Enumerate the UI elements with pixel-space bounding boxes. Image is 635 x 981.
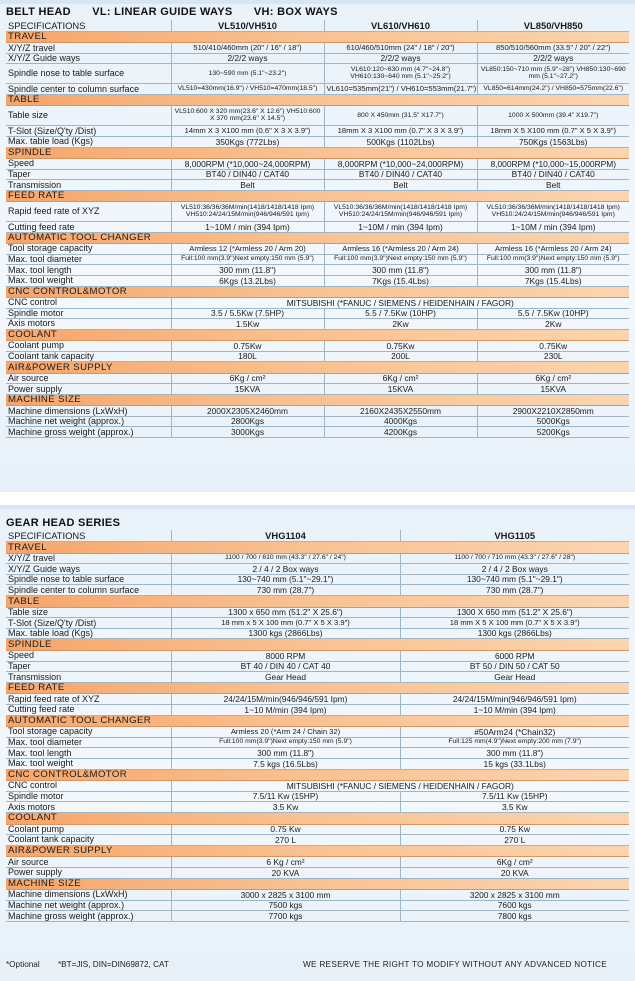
section-title: MACHINE SIZE bbox=[6, 394, 629, 405]
spec-value: 5.5 / 7.5Kw (10HP) bbox=[324, 308, 477, 319]
spec-label: Machine net weight (approx.) bbox=[6, 416, 171, 427]
spec-row bbox=[6, 900, 629, 911]
section-header bbox=[6, 232, 629, 243]
spec-value: 20 KVA bbox=[171, 867, 400, 878]
spec-value: Full:125 mm(4.9")Next empty:200 mm (7.9") bbox=[400, 737, 629, 748]
spec-value: 5200Kgs bbox=[477, 427, 629, 438]
spec-value: 6Kgs (13.2Lbs) bbox=[171, 275, 324, 286]
spec-row bbox=[6, 64, 629, 84]
gear-spec-table bbox=[6, 530, 629, 922]
spec-value: 3.5 Kw bbox=[171, 802, 400, 813]
spec-value: 1300 kgs (2866Lbs) bbox=[400, 628, 629, 639]
spec-label: Rapid feed rate of XYZ bbox=[6, 202, 171, 222]
spec-row bbox=[6, 553, 629, 564]
spec-label: Cutting feed rate bbox=[6, 705, 171, 716]
spec-value: 1300 x 650 mm (51.2" X 25.6") bbox=[171, 607, 400, 618]
spec-value: 24/24/15M/min(946/946/591 Ipm) bbox=[171, 694, 400, 705]
spec-value: 7.5/11 Kw (15HP) bbox=[400, 791, 629, 802]
spec-row bbox=[6, 297, 629, 308]
section-title: TRAVEL bbox=[6, 542, 629, 554]
spec-value: 2/2/2 ways bbox=[477, 53, 629, 64]
spec-label: Max. tool length bbox=[6, 265, 171, 276]
spec-value: 1.5Kw bbox=[171, 319, 324, 330]
spec-value: 18 mm X 5 X 100 mm (0.7" X 5 X 3.9") bbox=[400, 618, 629, 629]
spec-value: BT40 / DIN40 / CAT40 bbox=[324, 169, 477, 180]
section-header bbox=[6, 596, 629, 608]
footer-note: *Optional bbox=[6, 960, 40, 969]
belt-title-part: VH: BOX WAYS bbox=[253, 6, 338, 18]
spec-value: 2000X2305X2460mm bbox=[171, 406, 324, 417]
spec-value: Belt bbox=[171, 180, 324, 191]
spec-value: 1000 X 500mm (39.4" X19.7") bbox=[477, 106, 629, 126]
section-header bbox=[6, 362, 629, 373]
spec-value: Armless 16 (*Armless 20 / Arm 24) bbox=[324, 244, 477, 255]
spec-label: Taper bbox=[6, 169, 171, 180]
section-header bbox=[6, 769, 629, 781]
spec-value: 5000Kgs bbox=[477, 416, 629, 427]
spec-value: 14mm X 3 X100 mm (0.6" X 3 X 3.9") bbox=[171, 126, 324, 137]
spec-header-label: SPECIFICATIONS bbox=[6, 20, 171, 31]
section-header bbox=[6, 31, 629, 42]
spec-value: 610/460/510mm (24" / 18" / 20") bbox=[324, 43, 477, 54]
spec-value: 3.5 / 5.5Kw (7.5HP) bbox=[171, 308, 324, 319]
spec-row bbox=[6, 169, 629, 180]
spec-label: X/Y/Z Guide ways bbox=[6, 564, 171, 575]
spec-value: 270 L bbox=[400, 835, 629, 846]
spec-label: Transmission bbox=[6, 672, 171, 683]
spec-label: T-Slot (Size/Q'ty /Dist) bbox=[6, 618, 171, 629]
spec-value: 15 kgs (33.1Lbs) bbox=[400, 758, 629, 769]
spec-value: VL850:150~710 mm (5.9"~28") VH850:130~690 mm (5.1"~27.2") bbox=[477, 64, 629, 84]
section-header bbox=[6, 286, 629, 297]
spec-row bbox=[6, 159, 629, 170]
belt-head-title bbox=[6, 6, 629, 18]
spec-value: 6 Kg / cm² bbox=[171, 857, 400, 868]
spec-label: Machine gross weight (approx.) bbox=[6, 427, 171, 438]
spec-value: 4200Kgs bbox=[324, 427, 477, 438]
spec-label: Speed bbox=[6, 159, 171, 170]
spec-value: 730 mm (28.7") bbox=[171, 585, 400, 596]
spec-value: 200L bbox=[324, 351, 477, 362]
spec-row bbox=[6, 802, 629, 813]
spec-row bbox=[6, 373, 629, 384]
model-name: VHG1104 bbox=[171, 530, 400, 542]
spec-row bbox=[6, 564, 629, 575]
spec-label: Taper bbox=[6, 661, 171, 672]
spec-value: 3000 x 2825 x 3100 mm bbox=[171, 890, 400, 901]
spec-value: 300 mm (11.8") bbox=[171, 748, 400, 759]
section-header bbox=[6, 394, 629, 405]
spec-value: 0.75 Kw bbox=[171, 824, 400, 835]
spec-label: Coolant pump bbox=[6, 341, 171, 352]
spec-row bbox=[6, 651, 629, 662]
section-header bbox=[6, 682, 629, 694]
spec-row bbox=[6, 574, 629, 585]
spec-row bbox=[6, 427, 629, 438]
gear-head-title bbox=[6, 517, 629, 529]
panel-top-band bbox=[0, 0, 635, 4]
section-title: AIR&POWER SUPPLY bbox=[6, 362, 629, 373]
spec-value: MITSUBISHI (*FANUC / SIEMENS / HEIDENHAIN / FAGOR) bbox=[171, 781, 629, 792]
spec-value: 20 KVA bbox=[400, 867, 629, 878]
spec-label: Spindle nose to table surface bbox=[6, 574, 171, 585]
spec-row bbox=[6, 857, 629, 868]
spec-row bbox=[6, 791, 629, 802]
footer-reserve-notice: WE RESERVE THE RIGHT TO MODIFY WITHOUT ANY ADVANCED NOTICE bbox=[302, 960, 607, 969]
spec-label: Power supply bbox=[6, 384, 171, 395]
spec-label: Rapid feed rate of XYZ bbox=[6, 694, 171, 705]
spec-row bbox=[6, 244, 629, 255]
spec-row bbox=[6, 254, 629, 265]
spec-value: BT 50 / DIN 50 / CAT 50 bbox=[400, 661, 629, 672]
spec-value: 6000 RPM bbox=[400, 651, 629, 662]
spec-value: 500Kgs (1102Lbs) bbox=[324, 137, 477, 148]
spec-value: 7.5/11 Kw (15HP) bbox=[171, 791, 400, 802]
footer bbox=[6, 960, 629, 969]
section-header bbox=[6, 95, 629, 106]
spec-value: Armless 20 (*Arm 24 / Chain 32) bbox=[171, 727, 400, 738]
spec-row bbox=[6, 781, 629, 792]
spec-row bbox=[6, 824, 629, 835]
section-title: COOLANT bbox=[6, 329, 629, 340]
spec-label: Speed bbox=[6, 651, 171, 662]
spec-value: 18 mm x 5 X 100 mm (0.7" X 5 X 3.9") bbox=[171, 618, 400, 629]
spec-value: 15KVA bbox=[477, 384, 629, 395]
spec-value: 300 mm (11.8") bbox=[171, 265, 324, 276]
section-title: FEED RATE bbox=[6, 682, 629, 694]
spec-value: 6Kg / cm² bbox=[400, 857, 629, 868]
panel-top-band bbox=[0, 505, 635, 509]
spec-value: 3.5 Kw bbox=[400, 802, 629, 813]
gear-head-panel bbox=[0, 505, 635, 981]
belt-title-part: VL: LINEAR GUIDE WAYS bbox=[92, 6, 233, 18]
spec-value: 0.75Kw bbox=[477, 341, 629, 352]
spec-label: Max. tool diameter bbox=[6, 254, 171, 265]
spec-value: VL510:600 X 320 mm(23.6" X 12.6") VH510:600 X 370 mm(23.6" X 14.5") bbox=[171, 106, 324, 126]
spec-value: 1300 X 650 mm (51.2" X 25.6") bbox=[400, 607, 629, 618]
spec-label: Spindle center to column surface bbox=[6, 585, 171, 596]
spec-value: 230L bbox=[477, 351, 629, 362]
spec-value: Belt bbox=[477, 180, 629, 191]
spec-value: 270 L bbox=[171, 835, 400, 846]
spec-value: 7Kgs (15.4Lbs) bbox=[324, 275, 477, 286]
spec-label: Tool storage capacity bbox=[6, 727, 171, 738]
section-title: COOLANT bbox=[6, 812, 629, 824]
spec-label: CNC control bbox=[6, 781, 171, 792]
spec-header-label: SPECIFICATIONS bbox=[6, 530, 171, 542]
spec-value: 0.75 Kw bbox=[400, 824, 629, 835]
spec-value: 0.75Kw bbox=[324, 341, 477, 352]
spec-value: 7800 kgs bbox=[400, 911, 629, 922]
spec-value: Gear Head bbox=[171, 672, 400, 683]
spec-value: 3000Kgs bbox=[171, 427, 324, 438]
spec-row bbox=[6, 694, 629, 705]
spec-label: Max. tool weight bbox=[6, 275, 171, 286]
section-header bbox=[6, 542, 629, 554]
spec-value: 18mm X 3 X100 mm (0.7" X 3 X 3.9") bbox=[324, 126, 477, 137]
spec-value: 130~740 mm (5.1"~29.1") bbox=[400, 574, 629, 585]
spec-value: 24/24/15M/min(946/946/591 Ipm) bbox=[400, 694, 629, 705]
section-header bbox=[6, 878, 629, 890]
spec-row bbox=[6, 319, 629, 330]
spec-label: Transmission bbox=[6, 180, 171, 191]
spec-value: Full:100 mm(3.9")Next empty:150 mm (5.9") bbox=[171, 254, 324, 265]
spec-value: 15KVA bbox=[171, 384, 324, 395]
spec-value: Gear Head bbox=[400, 672, 629, 683]
spec-label: Power supply bbox=[6, 867, 171, 878]
section-header bbox=[6, 812, 629, 824]
spec-value: 2/2/2 ways bbox=[324, 53, 477, 64]
spec-value: BT40 / DIN40 / CAT40 bbox=[171, 169, 324, 180]
spec-row bbox=[6, 867, 629, 878]
spec-value: 3200 x 2825 x 3100 mm bbox=[400, 890, 629, 901]
spec-value: 8000 RPM bbox=[171, 651, 400, 662]
spec-value: VL510=430mm(16.9") / VH510=470mm(18.5") bbox=[171, 84, 324, 95]
section-header bbox=[6, 845, 629, 857]
section-header bbox=[6, 147, 629, 158]
spec-value: 2900X2210X2850mm bbox=[477, 406, 629, 417]
model-name: VL610/VH610 bbox=[324, 20, 477, 31]
spec-value: 1~10M / min (394 Ipm) bbox=[171, 222, 324, 233]
spec-row bbox=[6, 222, 629, 233]
spec-value: BT40 / DIN40 / CAT40 bbox=[477, 169, 629, 180]
panel-gap bbox=[0, 492, 635, 505]
spec-label: Spindle nose to table surface bbox=[6, 64, 171, 84]
spec-label: Coolant tank capacity bbox=[6, 351, 171, 362]
spec-label: Machine net weight (approx.) bbox=[6, 900, 171, 911]
spec-value: 850/510/560mm (33.5" / 20" / 22") bbox=[477, 43, 629, 54]
spec-row bbox=[6, 607, 629, 618]
spec-value: 300 mm (11.8") bbox=[400, 748, 629, 759]
spec-value: 1~10 M/min (394 Ipm) bbox=[400, 705, 629, 716]
spec-value: Full:100 mm(3.9")Next empty:150 mm (5.9") bbox=[171, 737, 400, 748]
belt-title-part: BELT HEAD bbox=[6, 6, 71, 18]
spec-label: Coolant tank capacity bbox=[6, 835, 171, 846]
spec-value: 510/410/460mm (20" / 16" / 18") bbox=[171, 43, 324, 54]
spec-value: 7500 kgs bbox=[171, 900, 400, 911]
spec-value: 350Kgs (772Lbs) bbox=[171, 137, 324, 148]
spec-label: Spindle center to column surface bbox=[6, 84, 171, 95]
spec-value: VL510:36/36/36M/min(1418/1418/1418 Ipm) VH510:24/24/15M/min(946/946/591 Ipm) bbox=[171, 202, 324, 222]
spec-value: 7Kgs (15.4Lbs) bbox=[477, 275, 629, 286]
spec-value: VL510:36/36/36M/min(1418/1418/1418 Ipm) VH510:24/24/15M/min(946/946/591 Ipm) bbox=[324, 202, 477, 222]
spec-label: Cutting feed rate bbox=[6, 222, 171, 233]
spec-row bbox=[6, 384, 629, 395]
spec-value: BT 40 / DIN 40 / CAT 40 bbox=[171, 661, 400, 672]
spec-label: Coolant pump bbox=[6, 824, 171, 835]
spec-row bbox=[6, 835, 629, 846]
spec-value: 2160X2435X2550mm bbox=[324, 406, 477, 417]
spec-value: 6Kg / cm² bbox=[477, 373, 629, 384]
spec-label: Tool storage capacity bbox=[6, 244, 171, 255]
spec-value: 1~10 M/min (394 Ipm) bbox=[171, 705, 400, 716]
spec-row bbox=[6, 585, 629, 596]
spec-value: VL850=614mm(24.2") / VH850=575mm(22.6") bbox=[477, 84, 629, 95]
model-name: VHG1105 bbox=[400, 530, 629, 542]
spec-value: VL510:36/36/36M/min(1418/1418/1418 Ipm) VH510:24/24/15M/min(946/946/591 Ipm) bbox=[477, 202, 629, 222]
spec-value: 2 / 4 / 2 Box ways bbox=[171, 564, 400, 575]
spec-value: 0.75Kw bbox=[171, 341, 324, 352]
spec-label: X/Y/Z travel bbox=[6, 553, 171, 564]
spec-label: Air source bbox=[6, 857, 171, 868]
spec-row bbox=[6, 106, 629, 126]
spec-row bbox=[6, 618, 629, 629]
spec-value: Full:100 mm(3.9")Next empty:150 mm (5.9") bbox=[324, 254, 477, 265]
spec-value: VL610:120~630 mm (4.7"~24.8") VH610:130~640 mm (5.1"~25.2") bbox=[324, 64, 477, 84]
spec-row bbox=[6, 661, 629, 672]
belt-spec-table bbox=[6, 20, 629, 438]
spec-label: X/Y/Z Guide ways bbox=[6, 53, 171, 64]
spec-row bbox=[6, 275, 629, 286]
spec-value: 8,000RPM (*10,000~15,000RPM) bbox=[477, 159, 629, 170]
spec-value: 1300 kgs (2866Lbs) bbox=[171, 628, 400, 639]
spec-value: MITSUBISHI (*FANUC / SIEMENS / HEIDENHAIN / FAGOR) bbox=[171, 297, 629, 308]
section-title: MACHINE SIZE bbox=[6, 878, 629, 890]
spec-row bbox=[6, 758, 629, 769]
spec-label: Spindle motor bbox=[6, 791, 171, 802]
spec-row bbox=[6, 628, 629, 639]
spec-value: 750Kgs (1563Lbs) bbox=[477, 137, 629, 148]
spec-value: 5.5 / 7.5Kw (10HP) bbox=[477, 308, 629, 319]
spec-row bbox=[6, 416, 629, 427]
spec-value: 730 mm (28.7") bbox=[400, 585, 629, 596]
section-title: TABLE bbox=[6, 596, 629, 608]
gear-title: GEAR HEAD SERIES bbox=[6, 517, 121, 529]
spec-row bbox=[6, 180, 629, 191]
spec-value: 2800Kgs bbox=[171, 416, 324, 427]
spec-value: 180L bbox=[171, 351, 324, 362]
spec-label: Max. tool weight bbox=[6, 758, 171, 769]
spec-row bbox=[6, 265, 629, 276]
spec-row bbox=[6, 43, 629, 54]
model-name: VL510/VH510 bbox=[171, 20, 324, 31]
section-title: CNC CONTROL&MOTOR bbox=[6, 286, 629, 297]
spec-row bbox=[6, 705, 629, 716]
spec-value: 1~10M / min (394 Ipm) bbox=[477, 222, 629, 233]
spec-value: 4000Kgs bbox=[324, 416, 477, 427]
spec-value: 2 / 4 / 2 Box ways bbox=[400, 564, 629, 575]
spec-value: 15KVA bbox=[324, 384, 477, 395]
spec-row bbox=[6, 202, 629, 222]
spec-value: 1100 / 700 / 610 mm (43.3" / 27.6" / 24") bbox=[171, 553, 400, 564]
spec-value: Belt bbox=[324, 180, 477, 191]
spec-value: 2Kw bbox=[324, 319, 477, 330]
spec-value: 300 mm (11.8") bbox=[324, 265, 477, 276]
spec-value: 6Kg / cm² bbox=[171, 373, 324, 384]
spec-label: Axis motors bbox=[6, 802, 171, 813]
spec-row bbox=[6, 748, 629, 759]
spec-label: T-Slot (Size/Q'ty /Dist) bbox=[6, 126, 171, 137]
spec-row bbox=[6, 406, 629, 417]
spec-row bbox=[6, 126, 629, 137]
spec-label: Max. tool diameter bbox=[6, 737, 171, 748]
spec-label: Max. table load (Kgs) bbox=[6, 628, 171, 639]
spec-value: 6Kg / cm² bbox=[324, 373, 477, 384]
spec-label: Machine dimensions (LxWxH) bbox=[6, 406, 171, 417]
spec-label: Machine dimensions (LxWxH) bbox=[6, 890, 171, 901]
spec-row bbox=[6, 53, 629, 64]
spec-row bbox=[6, 351, 629, 362]
spec-row bbox=[6, 341, 629, 352]
spec-value: 8,000RPM (*10,000~24,000RPM) bbox=[324, 159, 477, 170]
spec-value: VL610=535mm(21") / VH610=553mm(21.7") bbox=[324, 84, 477, 95]
spec-row bbox=[6, 890, 629, 901]
spec-value: 1~10M / min (394 Ipm) bbox=[324, 222, 477, 233]
spec-row bbox=[6, 727, 629, 738]
section-title: FEED RATE bbox=[6, 190, 629, 201]
spec-value: 1100 / 700 / 710 mm (43.3" / 27.6" / 28") bbox=[400, 553, 629, 564]
section-title: SPINDLE bbox=[6, 639, 629, 651]
spec-value: 8,000RPM (*10,000~24,000RPM) bbox=[171, 159, 324, 170]
spec-label: CNC control bbox=[6, 297, 171, 308]
spec-header-row bbox=[6, 20, 629, 31]
spec-value: 130~590 mm (5.1"~23.2") bbox=[171, 64, 324, 84]
spec-value: Full:100 mm(3.9")Next empty:150 mm (5.9") bbox=[477, 254, 629, 265]
spec-label: X/Y/Z travel bbox=[6, 43, 171, 54]
section-title: TRAVEL bbox=[6, 31, 629, 42]
spec-label: Table size bbox=[6, 607, 171, 618]
spec-label: Machine gross weight (approx.) bbox=[6, 911, 171, 922]
spec-label: Max. tool length bbox=[6, 748, 171, 759]
spec-value: 2/2/2 ways bbox=[171, 53, 324, 64]
spec-label: Axis motors bbox=[6, 319, 171, 330]
section-title: TABLE bbox=[6, 95, 629, 106]
spec-value: 7.5 kgs (16.5Lbs) bbox=[171, 758, 400, 769]
footer-note: *BT=JIS, DIN=DIN69872, CAT bbox=[57, 960, 169, 969]
model-name: VL850/VH850 bbox=[477, 20, 629, 31]
spec-value: #50Arm24 (*Chain32) bbox=[400, 727, 629, 738]
section-title: CNC CONTROL&MOTOR bbox=[6, 769, 629, 781]
spec-row bbox=[6, 911, 629, 922]
spec-row bbox=[6, 308, 629, 319]
section-title: AUTOMATIC TOOL CHANGER bbox=[6, 232, 629, 243]
spec-label: Air source bbox=[6, 373, 171, 384]
spec-label: Spindle motor bbox=[6, 308, 171, 319]
section-header bbox=[6, 715, 629, 727]
spec-value: 800 X 450mm (31.5" X17.7") bbox=[324, 106, 477, 126]
spec-value: 7700 kgs bbox=[171, 911, 400, 922]
section-title: AUTOMATIC TOOL CHANGER bbox=[6, 715, 629, 727]
section-header bbox=[6, 329, 629, 340]
section-title: SPINDLE bbox=[6, 147, 629, 158]
spec-value: 2Kw bbox=[477, 319, 629, 330]
spec-row bbox=[6, 672, 629, 683]
spec-value: 130~740 mm (5.1"~29.1") bbox=[171, 574, 400, 585]
spec-row bbox=[6, 737, 629, 748]
spec-header-row bbox=[6, 530, 629, 542]
spec-row bbox=[6, 84, 629, 95]
section-header bbox=[6, 190, 629, 201]
spec-label: Max. table load (Kgs) bbox=[6, 137, 171, 148]
section-header bbox=[6, 639, 629, 651]
spec-label: Table size bbox=[6, 106, 171, 126]
spec-value: 300 mm (11.8") bbox=[477, 265, 629, 276]
spec-value: 18mm X 5 X100 mm (0.7" X 5 X 3.9") bbox=[477, 126, 629, 137]
spec-value: Armless 16 (*Armless 20 / Arm 24) bbox=[477, 244, 629, 255]
spec-value: Armless 12 (*Armless 20 / Arm 20) bbox=[171, 244, 324, 255]
spec-row bbox=[6, 137, 629, 148]
section-title: AIR&POWER SUPPLY bbox=[6, 845, 629, 857]
spec-value: 7600 kgs bbox=[400, 900, 629, 911]
